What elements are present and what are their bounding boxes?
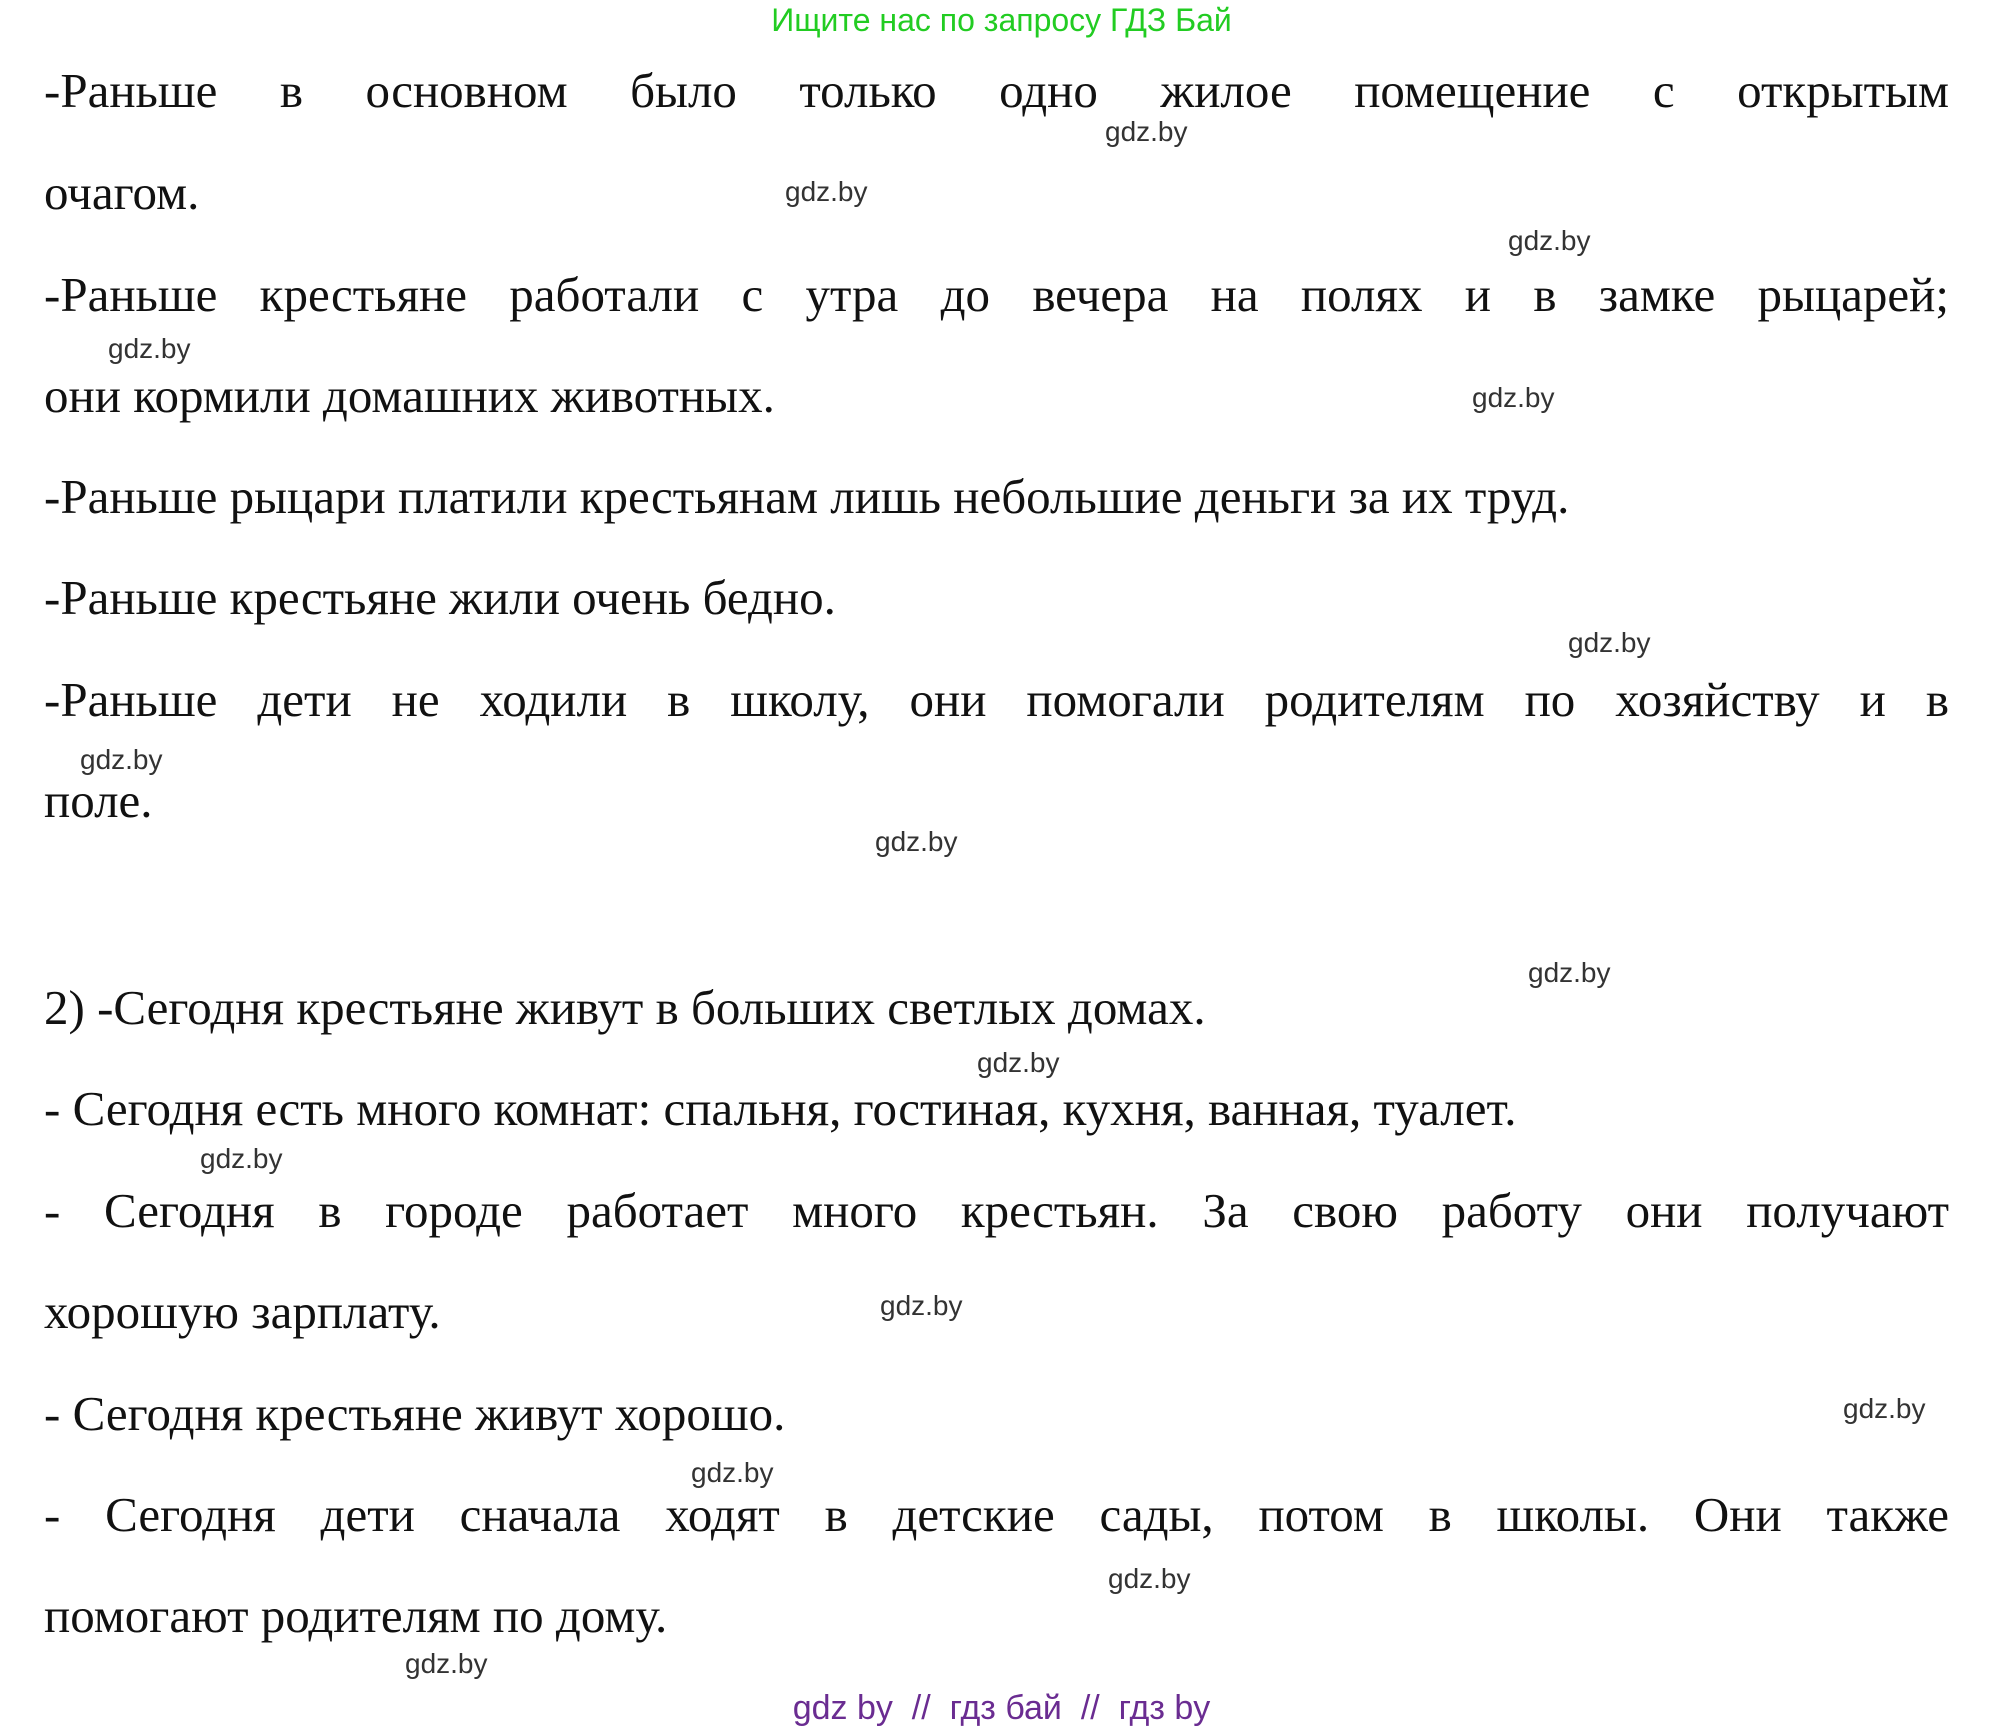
paragraph-before-3: -Раньше рыцари платили крестьянам лишь небольшие деньги за их труд. — [44, 469, 1570, 524]
watermark: gdz.by — [1472, 382, 1555, 413]
paragraph-today-1: 2) -Сегодня крестьяне живут в больших светлых домах. — [44, 980, 1206, 1035]
watermark: gdz.by — [1105, 116, 1188, 147]
watermark: gdz.by — [691, 1457, 774, 1488]
watermark: gdz.by — [875, 826, 958, 857]
paragraph-before-5-line-2: поле. — [44, 773, 153, 828]
paragraph-today-5-line-1: - Сегодня дети сначала ходят в детские сады, потом в школы. Они также — [44, 1487, 1949, 1542]
watermark: gdz.by — [1528, 957, 1611, 988]
watermark: gdz.by — [1568, 627, 1651, 658]
paragraph-today-3-line-1: - Сегодня в городе работает много крестьян. За свою работу они получают — [44, 1183, 1949, 1238]
paragraph-today-3-line-2: хорошую зарплату. — [44, 1284, 441, 1339]
watermark: gdz.by — [1843, 1393, 1926, 1424]
paragraph-today-5-line-2: помогают родителям по дому. — [44, 1588, 668, 1643]
watermark: gdz.by — [1108, 1563, 1191, 1594]
paragraph-before-2-line-2: они кормили домашних животных. — [44, 368, 775, 423]
paragraph-before-4: -Раньше крестьяне жили очень бедно. — [44, 570, 836, 625]
paragraph-before-1-line-1: -Раньше в основном было только одно жилое помещение с открытым — [44, 63, 1949, 118]
watermark: gdz.by — [977, 1047, 1060, 1078]
paragraph-today-2: - Сегодня есть много комнат: спальня, гостиная, кухня, ванная, туалет. — [44, 1081, 1517, 1136]
paragraph-before-5-line-1: -Раньше дети не ходили в школу, они помогали родителям по хозяйству и в — [44, 672, 1949, 727]
footer-links: gdz by // гдз бай // гдз by — [792, 1689, 1211, 1727]
paragraph-before-1-line-2: очагом. — [44, 165, 200, 220]
watermark: gdz.by — [785, 176, 868, 207]
watermark: gdz.by — [200, 1143, 283, 1174]
watermark: gdz.by — [405, 1648, 488, 1679]
search-hint-header: Ищите нас по запросу ГДЗ Бай — [771, 2, 1232, 38]
paragraph-before-2-line-1: -Раньше крестьяне работали с утра до вечера на полях и в замке рыцарей; — [44, 267, 1949, 322]
watermark: gdz.by — [108, 333, 191, 364]
watermark: gdz.by — [880, 1290, 963, 1321]
paragraph-today-4: - Сегодня крестьяне живут хорошо. — [44, 1386, 786, 1441]
watermark: gdz.by — [1508, 225, 1591, 256]
watermark: gdz.by — [80, 744, 163, 775]
